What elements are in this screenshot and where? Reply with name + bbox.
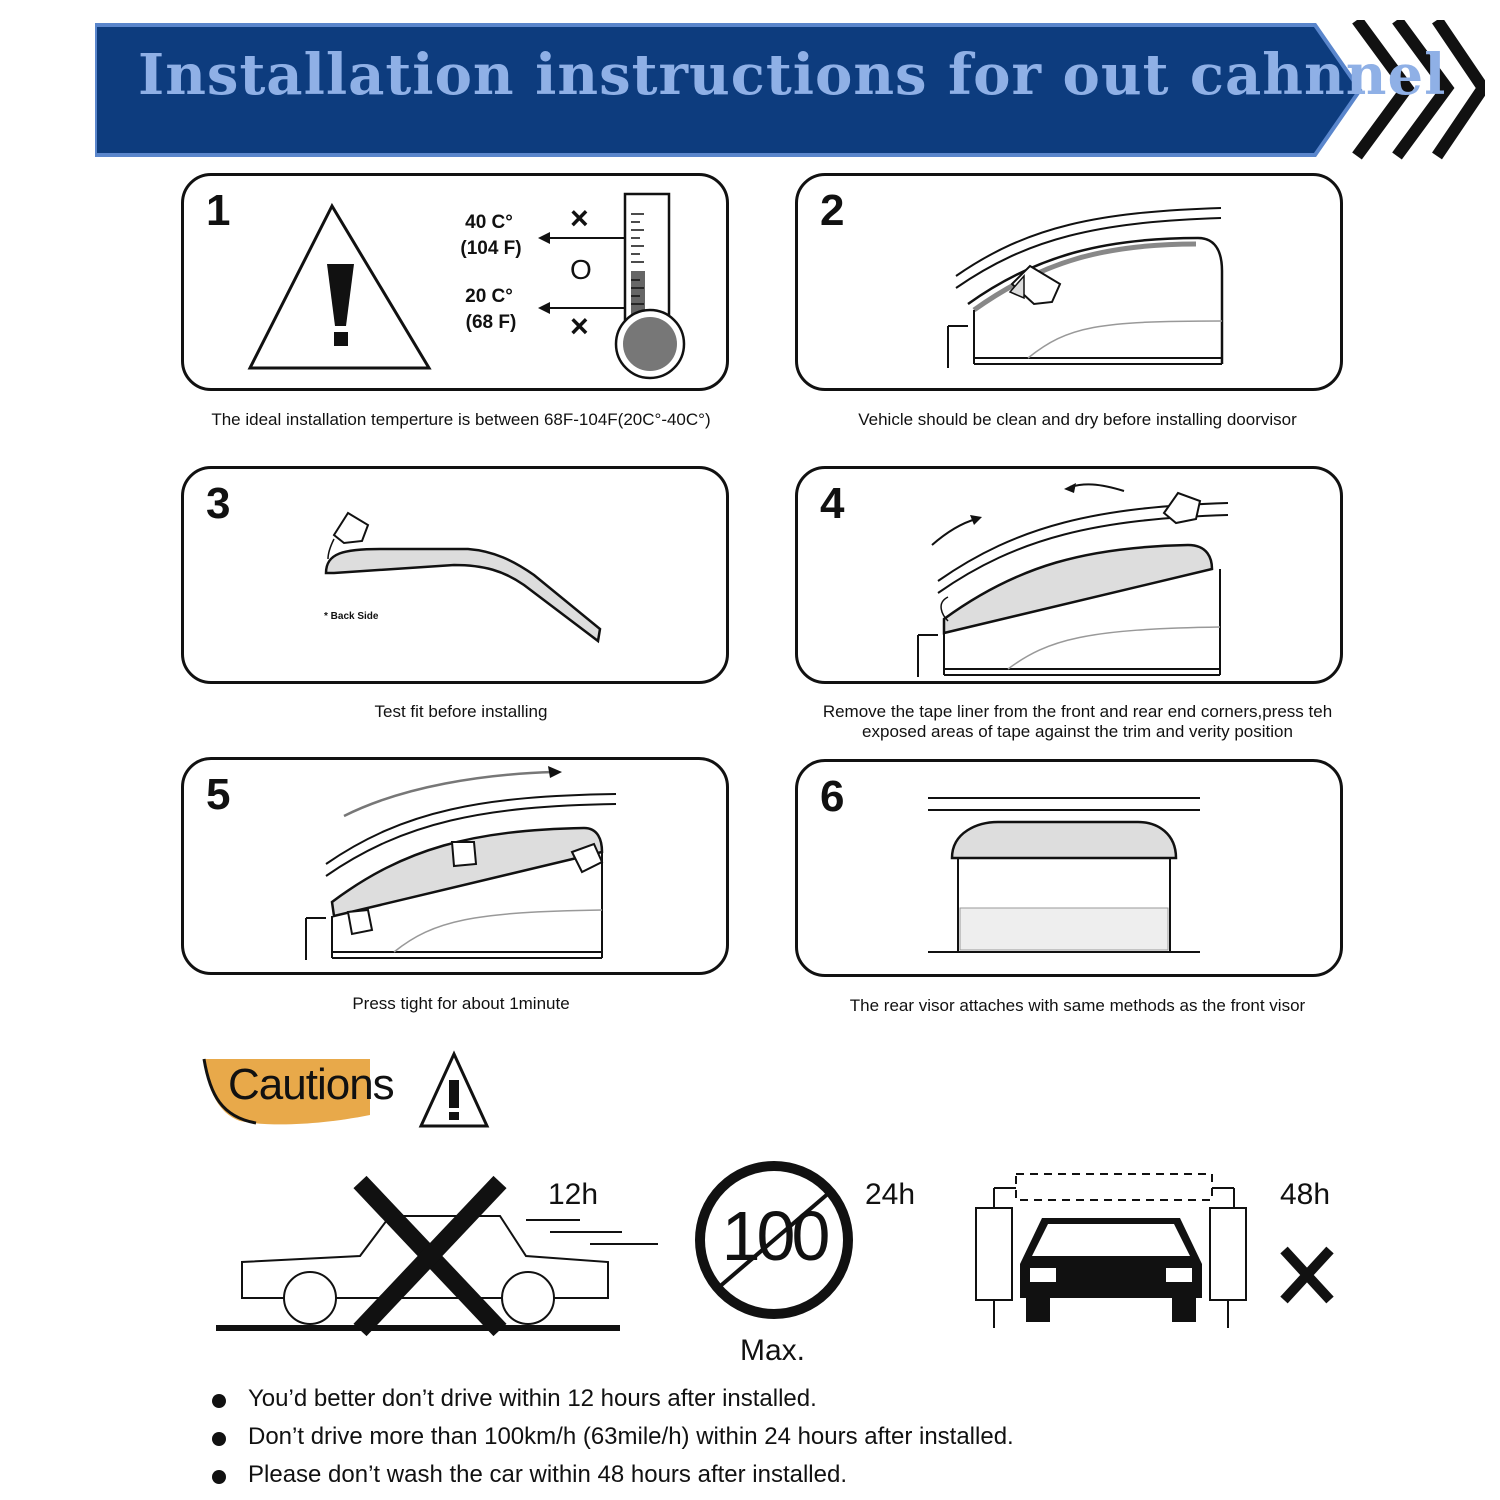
step-5-panel	[181, 757, 729, 975]
temp-high-f: (104 F)	[460, 238, 522, 259]
step-number: 2	[820, 186, 845, 235]
too-hot-mark: ×	[570, 200, 589, 236]
car-wash-icon	[970, 1168, 1260, 1338]
caution-bullet: Don’t drive more than 100km/h (63mile/h) within 24 hours after installed.	[208, 1418, 1308, 1456]
step-1-panel	[181, 173, 729, 391]
hours-48: 48h	[1280, 1178, 1331, 1211]
step-4-caption-line-1: Remove the tape liner from the front and rear end corners,press teh	[822, 702, 1333, 721]
step-number: 1	[206, 186, 231, 235]
hours-12: 12h	[548, 1178, 599, 1211]
caution-bullet: You’d better don’t drive within 12 hours after installed.	[208, 1380, 1308, 1418]
back-side-label: * Back Side	[324, 611, 379, 622]
step-number: 3	[206, 479, 231, 528]
step-6-caption: The rear visor attaches with same methods as the front visor	[849, 996, 1306, 1015]
page-title: Installation instructions for out cahnnel	[138, 42, 1447, 108]
step-4-caption	[795, 702, 1360, 742]
step-3-caption: Test fit before installing	[374, 702, 548, 721]
too-cold-mark: ×	[570, 308, 589, 344]
step-number: 4	[820, 479, 845, 528]
temp-low-f: (68 F)	[465, 312, 517, 333]
step-2-caption: Vehicle should be clean and dry before installing doorvisor	[858, 410, 1297, 429]
step-4-caption-line-2: exposed areas of tape against the trim and verity position	[862, 722, 1293, 741]
step-number: 5	[206, 770, 231, 819]
caution-warning-icon	[418, 1050, 490, 1130]
temp-high-c: 40 C°	[465, 212, 513, 233]
cautions-label: Cautions	[228, 1060, 394, 1109]
caution-bullet: Please don’t wash the car within 48 hours after installed.	[208, 1456, 1308, 1494]
tape-liner-removal-illustration	[798, 469, 1346, 687]
cautions-bullet-list	[208, 1380, 1308, 1494]
temp-low-c: 20 C°	[465, 286, 513, 307]
step-2-panel	[795, 173, 1343, 391]
step-4-panel	[795, 466, 1343, 684]
step-6-panel	[795, 759, 1343, 977]
step-5-caption: Press tight for about 1minute	[352, 994, 570, 1013]
no-driving-car-icon	[210, 1170, 670, 1340]
step-number: 6	[820, 772, 845, 821]
speed-sign-max: Max.	[740, 1334, 806, 1367]
ok-mark: O	[570, 254, 592, 285]
speed-sign-value: 100	[721, 1197, 827, 1275]
step-1-caption: The ideal installation temperture is between 68F-104F(20C°-40C°)	[211, 410, 711, 429]
thermometer-icon	[184, 176, 732, 394]
not-allowed-x-icon	[1278, 1244, 1336, 1306]
hours-24: 24h	[865, 1178, 916, 1211]
visor-test-fit-illustration	[184, 469, 732, 687]
rear-visor-illustration	[798, 762, 1346, 980]
step-3-panel	[181, 466, 729, 684]
car-window-cleaning-illustration	[798, 176, 1346, 394]
press-visor-illustration	[184, 760, 732, 978]
